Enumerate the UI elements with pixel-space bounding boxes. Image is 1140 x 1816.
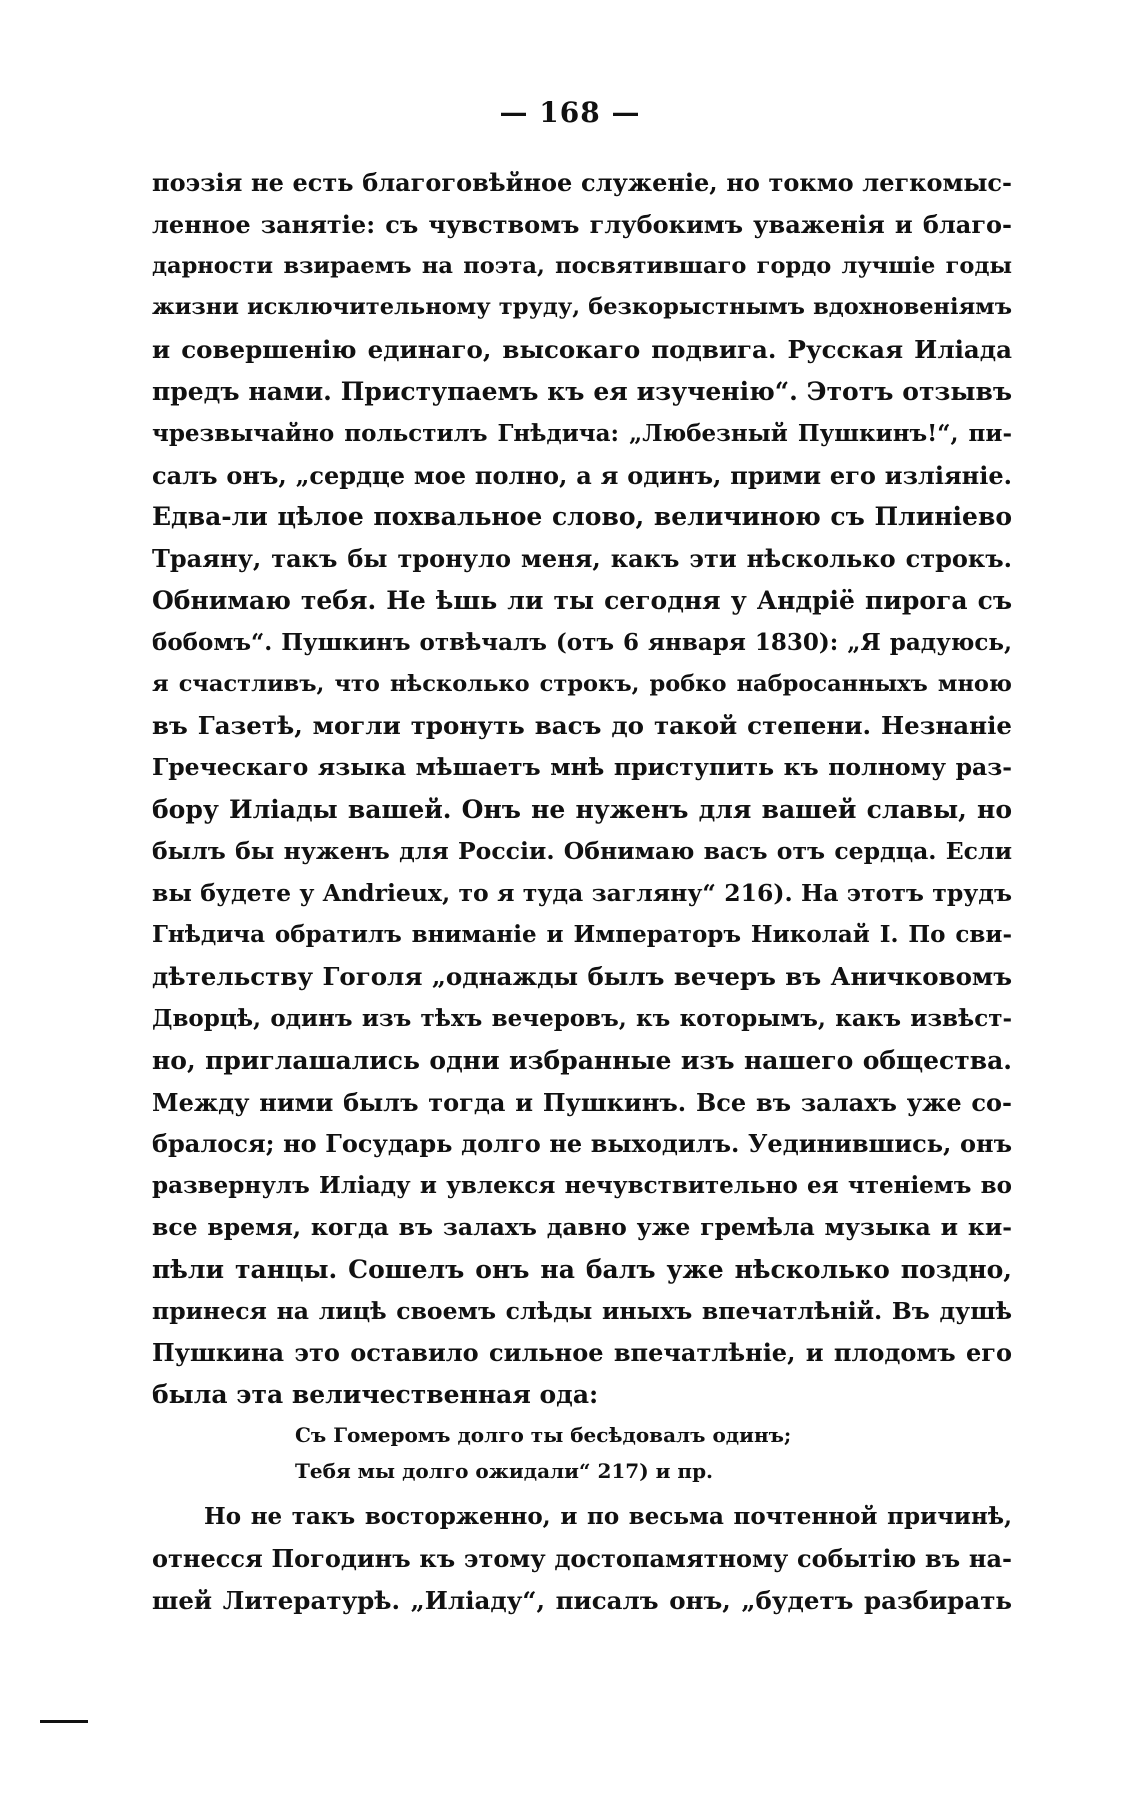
verse-quote	[295, 1417, 791, 1489]
text-line: Едва-ли цѣлое похвальное слово, величиною съ Плиніево	[152, 502, 1012, 532]
text-line: жизни исключительному труду, безкорыстнымъ вдохновеніямъ	[152, 294, 1012, 321]
text-line: салъ онъ, „сердце мое полно, а я одинъ, прими его изліяніе.	[152, 460, 1012, 490]
text-line: въ Газетѣ, могли тронуть васъ до такой степени. Незнаніе	[152, 711, 1012, 741]
text-line: Дворцѣ, одинъ изъ тѣхъ вечеровъ, къ которымъ, какъ извѣст-	[152, 1004, 1012, 1032]
paragraph-second	[152, 1496, 1012, 1621]
text-line: но, приглашались одни избранные изъ нашего общества.	[152, 1045, 1012, 1075]
text-line: Греческаго языка мѣшаетъ мнѣ приступить къ полному раз-	[152, 753, 1012, 782]
text-line: отнесся Погодинъ къ этому достопамятному событію въ на-	[152, 1543, 1012, 1573]
text-line: бобомъ“. Пушкинъ отвѣчалъ (отъ 6 января 1830): „Я радуюсь,	[152, 628, 1012, 656]
text-line: Но не такъ восторженно, и по весьма почтенной причинѣ,	[204, 1503, 1012, 1530]
text-line: былъ бы нуженъ для Россіи. Обнимаю васъ отъ сердца. Если	[152, 836, 1012, 865]
text-line: все время, когда въ залахъ давно уже гремѣла музыка и ки-	[152, 1212, 1012, 1241]
text-line: пѣли танцы. Сошелъ онъ на балъ уже нѣсколько поздно,	[152, 1254, 1012, 1284]
text-line: была эта величественная ода:	[152, 1380, 599, 1410]
paragraph-main	[152, 162, 1012, 1416]
verse-line: Тебя мы долго ожидали“ 217) и пр.	[295, 1459, 714, 1483]
text-line: дарности взираемъ на поэта, посвятившаго гордо лучшіе годы	[152, 252, 1012, 279]
text-line: Гнѣдича обратилъ вниманіе и Императоръ Николай I. По сви-	[152, 921, 1012, 949]
text-line: бору Иліады вашей. Онъ не нуженъ для вашей славы, но	[152, 794, 1012, 824]
text-line: чрезвычайно польстилъ Гнѣдича: „Любезный Пушкинъ!“, пи-	[152, 419, 1012, 447]
text-line: я счастливъ, что нѣсколько строкъ, робко набросанныхъ мною	[152, 670, 1012, 697]
verse-line: Съ Гомеромъ долго ты бесѣдовалъ одинъ;	[295, 1423, 792, 1447]
text-line: и совершенію единаго, высокаго подвига. Русская Иліада	[152, 335, 1012, 365]
text-line: Пушкина это оставило сильное впечатлѣніе, и плодомъ его	[152, 1338, 1012, 1368]
text-line: Траяну, такъ бы тронуло меня, какъ эти нѣсколько строкъ.	[152, 544, 1012, 574]
text-line: ленное занятіе: съ чувствомъ глубокимъ уваженія и благо-	[152, 209, 1012, 239]
page-number: — 168 —	[499, 96, 641, 129]
text-line: развернулъ Иліаду и увлекся нечувствительно ея чтеніемъ во	[152, 1172, 1012, 1200]
text-line: поэзія не есть благоговѣйное служеніе, но токмо легкомыс-	[152, 168, 1012, 197]
margin-rule	[40, 1720, 88, 1723]
text-line: бралося; но Государь долго не выходилъ. Уединившись, онъ	[152, 1129, 1012, 1159]
text-line: дѣтельству Гоголя „однажды былъ вечеръ въ Аничковомъ	[152, 962, 1012, 992]
text-line: принеся на лицѣ своемъ слѣды иныхъ впечатлѣній. Въ душѣ	[152, 1296, 1012, 1325]
text-line: шей Литературѣ. „Иліаду“, писалъ онъ, „будетъ разбирать	[152, 1585, 1012, 1615]
text-line: Обнимаю тебя. Не ѣшь ли ты сегодня у Андріё пирога съ	[152, 585, 1012, 615]
text-line: вы будете у Andrieux, то я туда загляну“ 216). На этотъ трудъ	[152, 878, 1012, 907]
text-line: Между ними былъ тогда и Пушкинъ. Все въ залахъ уже со-	[152, 1087, 1012, 1117]
text-line: предъ нами. Приступаемъ къ ея изученію“. Этотъ отзывъ	[152, 376, 1012, 406]
